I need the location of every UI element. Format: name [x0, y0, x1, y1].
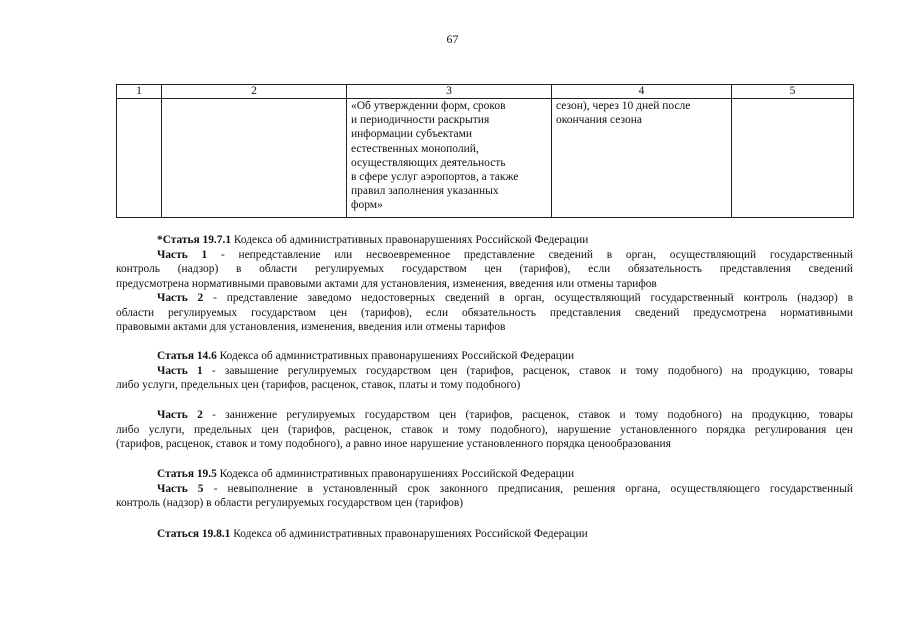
cell-line: «Об утверждении форм, сроков — [351, 100, 506, 112]
article-section — [116, 467, 853, 511]
document-table — [116, 84, 854, 218]
paragraph-text: - непредставление или несвоевременное представление сведений в орган, осуществляющий государственный — [207, 248, 853, 261]
cell-line: информации субъектами — [351, 128, 473, 141]
cell-line: естественных монополий, — [351, 142, 479, 155]
article-title: Кодекса об административных правонарушениях Российской Федерации — [216, 468, 575, 480]
part-label: Часть 1 — [157, 248, 208, 261]
paragraph-text: - представление заведомо недостоверных сведений в орган, осуществляющий государственный контроль (надзор) в — [203, 292, 853, 304]
part-label: Часть 5 — [157, 482, 204, 495]
paragraph-line — [116, 291, 853, 306]
table-header-cell: 2 — [162, 85, 347, 99]
paragraph-text: - завышение регулируемых государством цен (тарифов, расценок, ставок и тому подобного) на продукцию, товары — [202, 364, 853, 377]
paragraph-line: либо услуги, предельных цен (тарифов, расценок, ставок и тому подобного), нарушение установленного порядка регулирования цен — [116, 423, 853, 436]
article-title: Кодекса об административных правонарушениях Российской Федерации — [216, 350, 575, 362]
article-section — [116, 349, 853, 393]
paragraph-line — [116, 408, 853, 423]
article-label: Статься 19.8.1 — [157, 528, 231, 540]
part-label: Часть 1 — [157, 364, 203, 377]
article-heading — [116, 527, 853, 542]
paragraph-line: правовыми актами для установления, изменения, введения или отмены тарифов — [116, 321, 506, 333]
cell-line: и периодичности раскрытия — [351, 114, 490, 127]
article-section — [116, 233, 853, 335]
table-header-cell: 4 — [552, 85, 732, 99]
article-label: Статья 19.5 — [157, 468, 217, 480]
paragraph-line — [116, 482, 853, 497]
table-cell — [117, 99, 162, 218]
cell-line: осуществляющих деятельность — [351, 156, 506, 169]
table-row — [117, 99, 854, 218]
paragraph-line: контроль (надзор) в области регулируемых государством цен (тарифов) — [116, 497, 464, 509]
table-header-cell: 1 — [117, 85, 162, 99]
article-section-part — [116, 408, 853, 452]
table-cell-deadline — [552, 99, 732, 218]
table-cell — [732, 99, 854, 218]
paragraph-line: области регулируемых государством цен (тарифов), если обязательность представления сведений предусмотрена нормативными — [116, 306, 853, 319]
cell-line: окончания сезона — [556, 114, 642, 127]
table-header-cell: 3 — [347, 85, 552, 99]
article-heading — [116, 467, 853, 482]
article-label: *Статья 19.7.1 — [157, 234, 232, 246]
table-cell-decree-title — [347, 99, 552, 218]
article-section — [116, 527, 853, 542]
cell-line: форм» — [351, 199, 383, 212]
article-title: Кодекса об административных правонарушениях Российской Федерации — [231, 234, 589, 246]
paragraph-line — [116, 248, 853, 263]
paragraph-line: контроль (надзор) в области регулируемых государством цен (тарифов), если обязательность представления сведений — [116, 263, 853, 275]
table-cell — [162, 99, 347, 218]
paragraph-text: - занижение регулируемых государством цен (тарифов, расценок, ставок и тому подобного) на продукцию, товары — [202, 409, 853, 421]
table-header-row — [117, 85, 854, 99]
paragraph-line: предусмотрена нормативными правовыми актами для установления, изменения, введения или отмены тарифов — [116, 277, 657, 290]
cell-line: сезон), через 10 дней после — [556, 100, 691, 112]
article-label: Статья 14.6 — [157, 350, 217, 362]
paragraph-line — [116, 364, 853, 379]
page-number: 67 — [446, 32, 459, 46]
part-label: Часть 2 — [157, 292, 204, 304]
cell-line: правил заполнения указанных — [351, 185, 499, 198]
paragraph-text: - невыполнение в установленный срок законного предписания, решения органа, осуществляющего государственный — [203, 482, 854, 495]
article-heading — [116, 349, 853, 364]
cell-line: в сфере услуг аэропортов, а также — [351, 171, 519, 184]
table-header-cell: 5 — [732, 85, 854, 99]
paragraph-line: либо услуги, предельных цен (тарифов, расценок, ставок, платы и тому подобного) — [116, 379, 521, 391]
article-title: Кодекса об административных правонарушениях Российской Федерации — [230, 528, 588, 540]
paragraph-line: (тарифов, расценок, ставок и тому подобного), а равно иное нарушение установленного порядка ценообразования — [116, 438, 671, 450]
part-label: Часть 2 — [157, 409, 203, 421]
article-heading — [116, 233, 853, 248]
